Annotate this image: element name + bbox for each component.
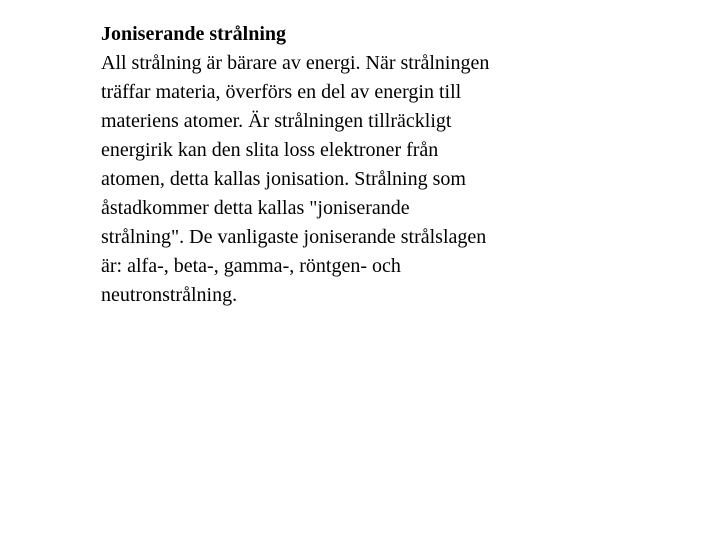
body-line: är: alfa-, beta-, gamma-, röntgen- och	[101, 255, 401, 277]
body-line: materiens atomer. Är strålningen tillräckligt	[101, 110, 452, 132]
body-line: energirik kan den slita loss elektroner från	[101, 139, 439, 161]
body-line: träffar materia, överförs en del av energin till	[101, 81, 462, 103]
text-block	[101, 20, 581, 310]
body-line: åstadkommer detta kallas "joniserande	[101, 197, 410, 219]
heading: Joniserande strålning	[101, 23, 287, 45]
body-line: All strålning är bärare av energi. När strålningen	[101, 52, 490, 74]
body-line: strålning". De vanligaste joniserande strålslagen	[101, 226, 487, 248]
body-line: neutronstrålning.	[101, 284, 238, 306]
body-line: atomen, detta kallas jonisation. Strålning som	[101, 168, 466, 190]
